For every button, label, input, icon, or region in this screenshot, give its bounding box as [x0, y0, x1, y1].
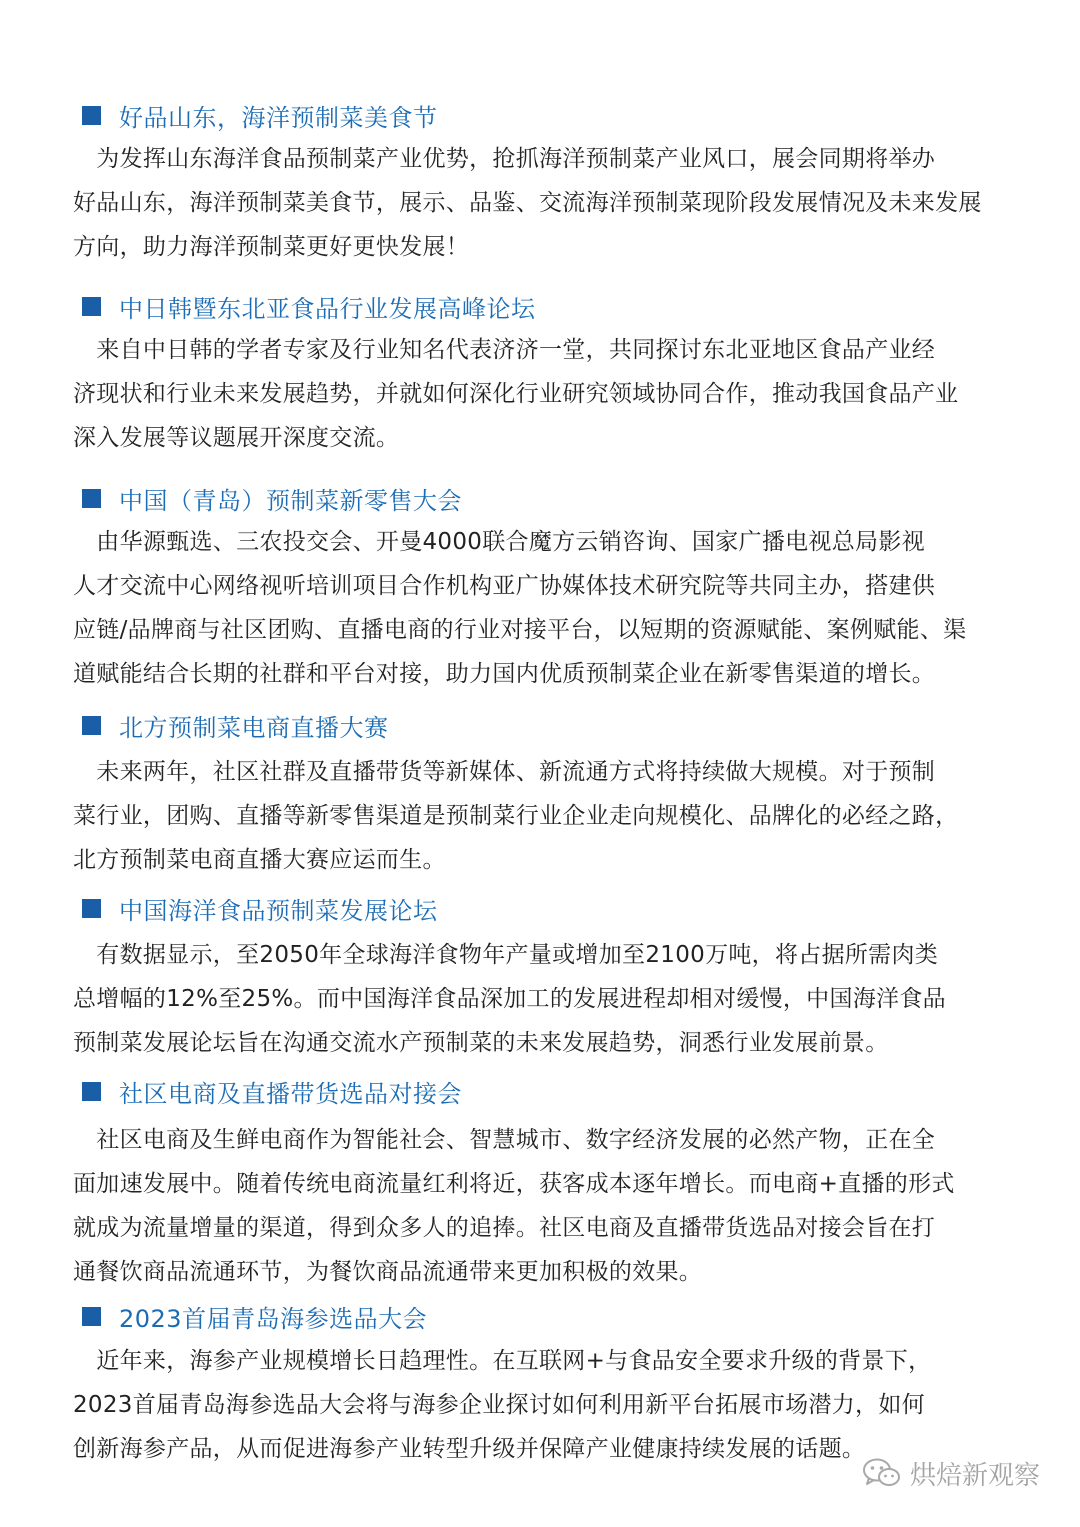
section-title: 中日韩暨东北亚食品行业发展高峰论坛: [119, 294, 536, 323]
body-line: 道赋能结合长期的社群和平台对接，助力国内优质预制菜企业在新零售渠道的增长。: [73, 661, 936, 687]
body-line: 由华源甄选、三农投交会、开曼4000联合魔方云销咨询、国家广播电视总局影视: [73, 529, 925, 555]
square-bullet-icon: [82, 716, 101, 735]
body-line: 济现状和行业未来发展趋势，并就如何深化行业研究领域协同合作，推动我国食品产业: [73, 381, 959, 407]
section-title: 中国海洋食品预制菜发展论坛: [119, 896, 438, 925]
body-line: 2023首届青岛海参选品大会将与海参企业探讨如何利用新平台拓展市场潜力，如何: [73, 1392, 925, 1418]
section-body: [73, 1339, 1043, 1471]
wechat-icon: [862, 1457, 902, 1489]
body-line: 创新海参产品，从而促进海参产业转型升级并保障产业健康持续发展的话题。: [73, 1436, 866, 1462]
section-title: 社区电商及直播带货选品对接会: [119, 1079, 462, 1108]
body-line: 应链/品牌商与社区团购、直播电商的行业对接平台，以短期的资源赋能、案例赋能、渠: [73, 617, 967, 643]
section-title: 好品山东，海洋预制菜美食节: [119, 103, 438, 132]
body-line: 菜行业，团购、直播等新零售渠道是预制菜行业企业走向规模化、品牌化的必经之路，: [73, 803, 959, 829]
section-heading: [82, 480, 462, 516]
body-line: 方向，助力海洋预制菜更好更快发展！: [73, 234, 470, 260]
section-title: 中国（青岛）预制菜新零售大会: [119, 486, 462, 515]
section-heading: [82, 1298, 427, 1334]
section-body: [73, 933, 1043, 1065]
section-heading: [82, 97, 438, 133]
section-title: 2023首届青岛海参选品大会: [119, 1304, 428, 1333]
square-bullet-icon: [82, 489, 101, 508]
body-line: 面加速发展中。随着传统电商流量红利将近，获客成本逐年增长。而电商+直播的形式: [73, 1171, 955, 1197]
section-body: [73, 1118, 1043, 1294]
section-body: [73, 328, 1043, 460]
body-line: 通餐饮商品流通环节，为餐饮商品流通带来更加积极的效果。: [73, 1259, 703, 1285]
body-line: 为发挥山东海洋食品预制菜产业优势，抢抓海洋预制菜产业风口，展会同期将举办: [73, 146, 936, 172]
wechat-watermark: [862, 1455, 1040, 1491]
body-line: 就成为流量增量的渠道，得到众多人的追捧。社区电商及直播带货选品对接会旨在打: [73, 1215, 936, 1241]
square-bullet-icon: [82, 899, 101, 918]
body-line: 人才交流中心网络视听培训项目合作机构亚广协媒体技术研究院等共同主办，搭建供: [73, 573, 936, 599]
section-body: [73, 137, 1043, 269]
square-bullet-icon: [82, 297, 101, 316]
body-line: 未来两年，社区社群及直播带货等新媒体、新流通方式将持续做大规模。对于预制: [73, 759, 936, 785]
watermark-text: 烘焙新观察: [910, 1460, 1041, 1491]
square-bullet-icon: [82, 106, 101, 125]
square-bullet-icon: [82, 1082, 101, 1101]
section-heading: [82, 1073, 462, 1109]
body-line: 深入发展等议题展开深度交流。: [73, 425, 400, 451]
section-heading: [82, 288, 536, 324]
section-title: 北方预制菜电商直播大赛: [119, 713, 389, 742]
section-body: [73, 520, 1043, 696]
section-body: [73, 750, 1043, 882]
body-line: 总增幅的12%至25%。而中国海洋食品深加工的发展进程却相对缓慢，中国海洋食品: [73, 986, 946, 1012]
body-line: 社区电商及生鲜电商作为智能社会、智慧城市、数字经济发展的必然产物，正在全: [73, 1127, 936, 1153]
body-line: 近年来，海参产业规模增长日趋理性。在互联网+与食品安全要求升级的背景下，: [73, 1348, 932, 1374]
section-heading: [82, 890, 438, 926]
body-line: 好品山东，海洋预制菜美食节，展示、品鉴、交流海洋预制菜现阶段发展情况及未来发展: [73, 190, 982, 216]
body-line: 有数据显示，至2050年全球海洋食物年产量或增加至2100万吨，将占据所需肉类: [73, 942, 939, 968]
body-line: 预制菜发展论坛旨在沟通交流水产预制菜的未来发展趋势，洞悉行业发展前景。: [73, 1030, 889, 1056]
section-heading: [82, 707, 389, 743]
body-line: 来自中日韩的学者专家及行业知名代表济济一堂，共同探讨东北亚地区食品产业经: [73, 337, 936, 363]
body-line: 北方预制菜电商直播大赛应运而生。: [73, 847, 446, 873]
square-bullet-icon: [82, 1307, 101, 1326]
